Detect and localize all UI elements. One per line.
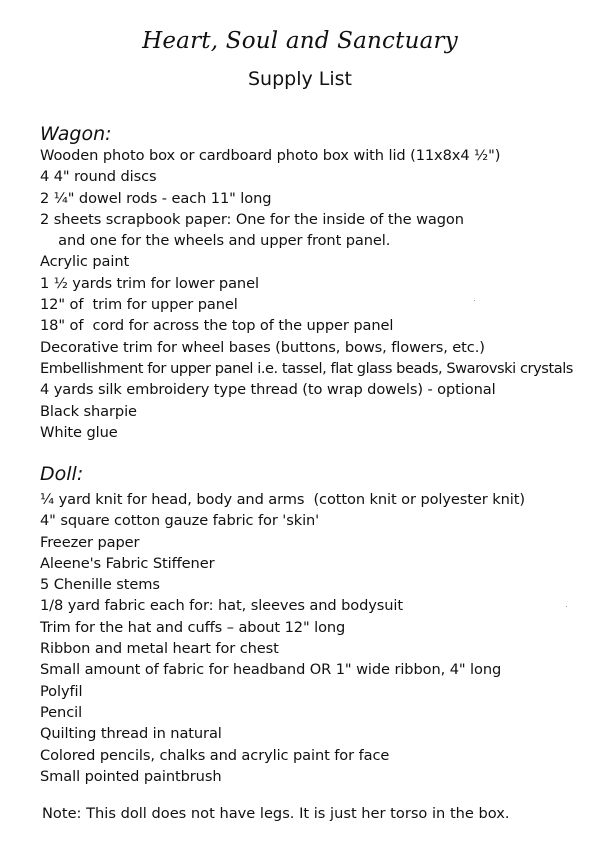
list-item: Pencil bbox=[40, 703, 83, 721]
list-item: Small amount of fabric for headband OR 1" wide ribbon, 4" long bbox=[40, 661, 502, 679]
list-item: 1/8 yard fabric each for: hat, sleeves and bodysuit bbox=[40, 597, 403, 615]
page-title: Heart, Soul and Sanctuary bbox=[142, 28, 458, 54]
list-item: 4" square cotton gauze fabric for 'skin' bbox=[40, 512, 320, 530]
list-item: ¼ yard knit for head, body and arms (cotton knit or polyester knit) bbox=[40, 491, 525, 508]
list-item: 18" of cord for across the top of the upper panel bbox=[40, 317, 394, 335]
list-item: Embellishment for upper panel i.e. tassel, flat glass beads, Swarovski crystals bbox=[40, 359, 573, 377]
list-item: Freezer paper bbox=[40, 533, 140, 551]
scan-speck bbox=[474, 300, 475, 301]
list-item: 12" of trim for upper panel bbox=[40, 296, 238, 314]
footnote: Note: This doll does not have legs. It is just her torso in the box. bbox=[42, 805, 510, 822]
list-item: Colored pencils, chalks and acrylic paint for face bbox=[40, 746, 390, 764]
list-item: 1 ½ yards trim for lower panel bbox=[40, 274, 259, 292]
list-item: Decorative trim for wheel bases (buttons, bows, flowers, etc.) bbox=[40, 338, 485, 356]
list-item: Wooden photo box or cardboard photo box with lid (11x8x4 ½") bbox=[40, 147, 501, 164]
list-item: 2 ¼" dowel rods - each 11" long bbox=[40, 189, 272, 207]
list-item: 5 Chenille stems bbox=[40, 576, 160, 594]
doll-supply-list bbox=[40, 489, 580, 787]
list-item: 2 sheets scrapbook paper: One for the inside of the wagon bbox=[40, 210, 464, 228]
list-item: White glue bbox=[40, 423, 118, 441]
list-item: Ribbon and metal heart for chest bbox=[40, 640, 279, 658]
list-item: Small pointed paintbrush bbox=[40, 767, 222, 785]
list-item: 4 yards silk embroidery type thread (to wrap dowels) - optional bbox=[40, 381, 496, 399]
list-item: Quilting thread in natural bbox=[40, 725, 222, 743]
list-item: 4 4" round discs bbox=[40, 168, 157, 186]
list-item: Trim for the hat and cuffs – about 12" long bbox=[40, 618, 346, 636]
list-item: Aleene's Fabric Stiffener bbox=[40, 554, 215, 572]
list-item: Black sharpie bbox=[40, 402, 137, 420]
list-item: Polyfil bbox=[40, 682, 83, 700]
page-subtitle: Supply List bbox=[248, 68, 352, 90]
list-item: and one for the wheels and upper front panel. bbox=[40, 232, 391, 250]
wagon-supply-list bbox=[40, 145, 580, 443]
wagon-heading: Wagon: bbox=[40, 123, 112, 145]
doll-heading: Doll: bbox=[40, 463, 84, 485]
scan-speck bbox=[566, 606, 567, 607]
list-item: Acrylic paint bbox=[40, 253, 130, 271]
